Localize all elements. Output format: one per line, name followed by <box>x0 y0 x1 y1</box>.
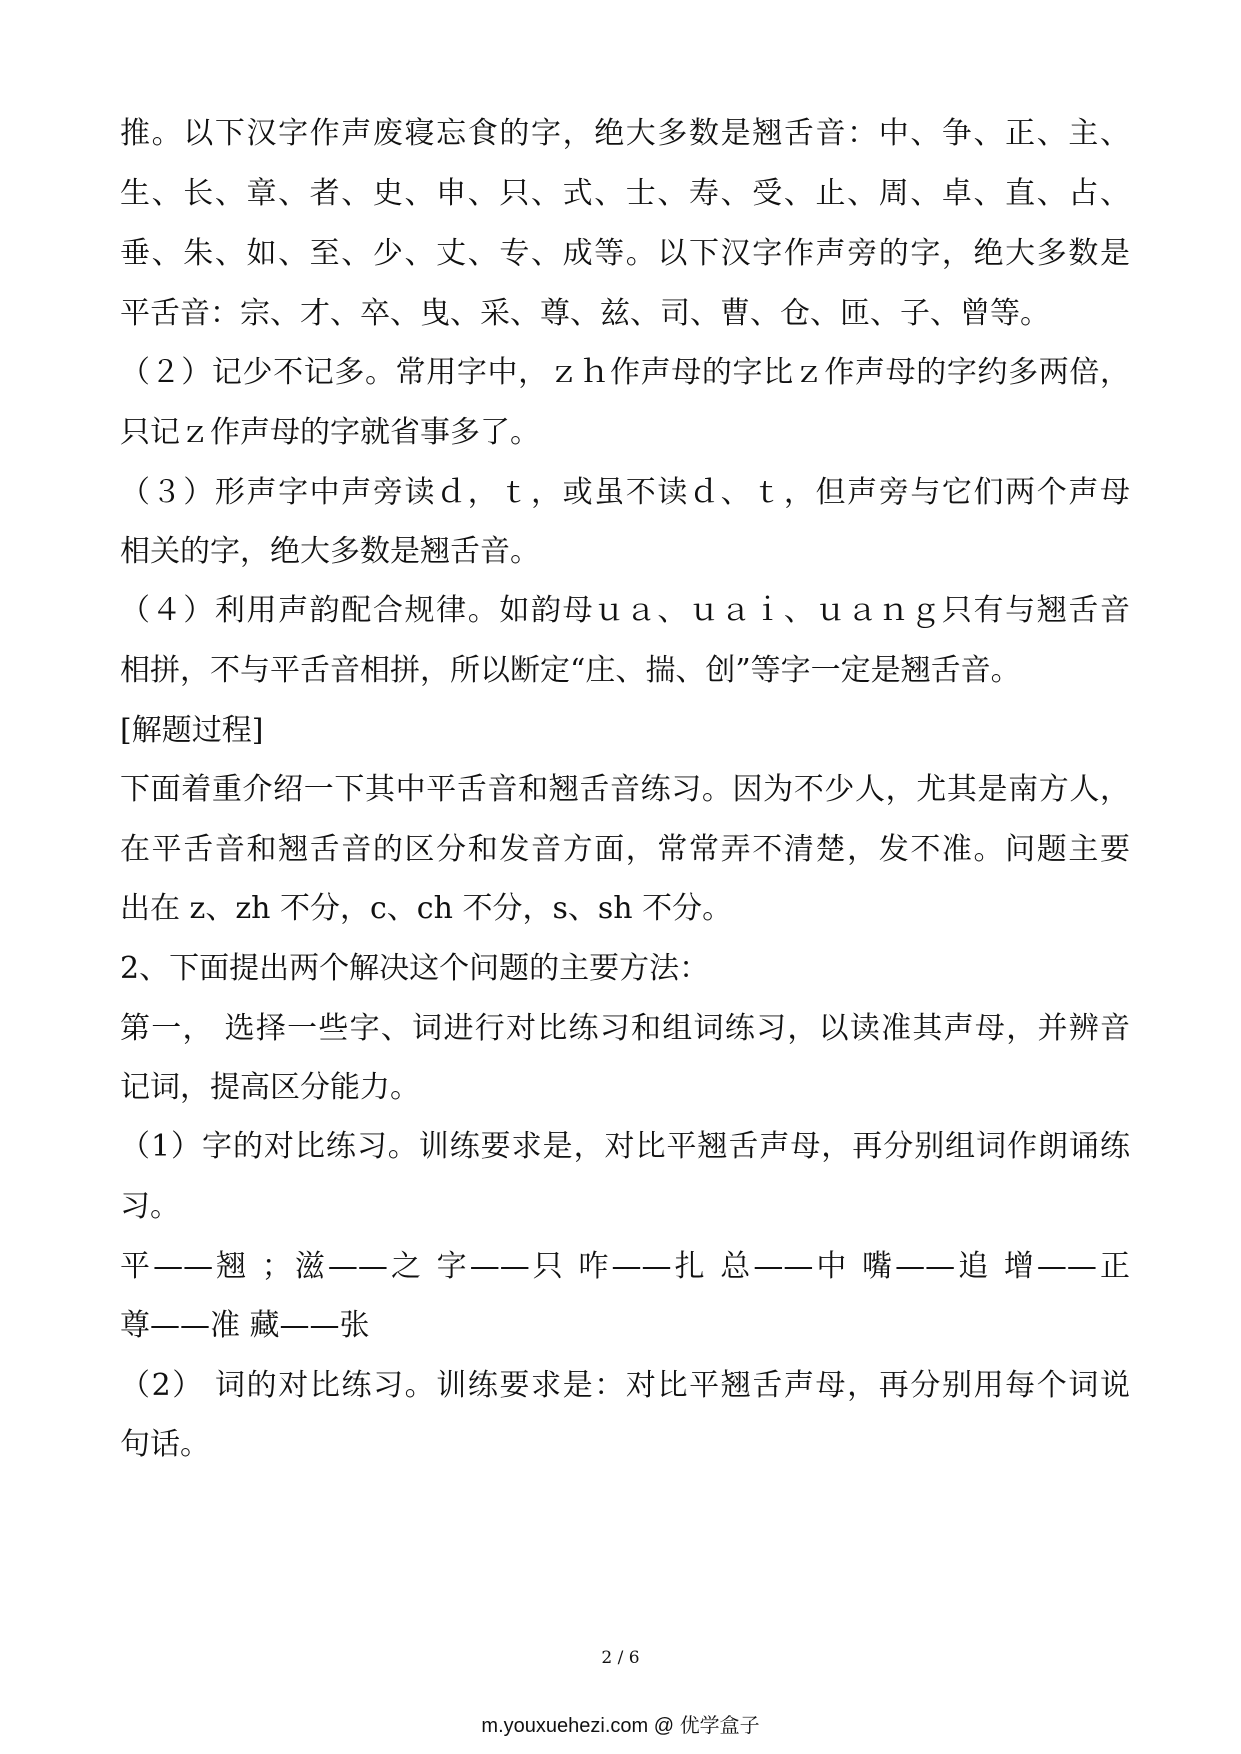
text-line: 相关的字，绝大多数是翘舌音。 <box>120 534 540 569</box>
text-line: 下面着重介绍一下其中平舌音和翘舌音练习。因为不少人，尤其是南方人， <box>120 772 1130 807</box>
text-line: 垂、朱、如、至、少、丈、专、成等。以下汉字作声旁的字，绝大多数是 <box>120 236 1130 271</box>
text-line: （1）字的对比练习。训练要求是，对比平翘舌声母，再分别组词作朗诵练 <box>120 1129 1130 1164</box>
text-line: （４）利用声韵配合规律。如韵母ｕａ、ｕａｉ、ｕａｎｇ只有与翘舌音 <box>120 593 1130 628</box>
page-number: 2 / 6 <box>601 1648 640 1668</box>
text-line: 尊——准 藏——张 <box>120 1308 370 1343</box>
section-heading: [解题过程] <box>120 713 264 748</box>
text-line: 出在 z、zh 不分，c、ch 不分，s、sh 不分。 <box>120 891 733 926</box>
text-line: （2） 词的对比练习。训练要求是：对比平翘舌声母，再分别用每个词说 <box>120 1368 1130 1403</box>
text-line: 句话。 <box>120 1427 210 1462</box>
text-line: 2、下面提出两个解决这个问题的主要方法： <box>120 951 710 986</box>
text-line: 第一， 选择一些字、词进行对比练习和组词练习，以读准其声母，并辨音 <box>120 1011 1130 1046</box>
text-line: 平舌音：宗、才、卒、曳、采、尊、兹、司、曹、仓、匝、子、曾等。 <box>120 296 1050 331</box>
text-line: 平——翘 ；滋——之 字——只 咋——扎 总——中 嘴——追 增——正 <box>120 1249 1130 1284</box>
text-line: （３）形声字中声旁读ｄ，ｔ，或虽不读ｄ、ｔ，但声旁与它们两个声母 <box>120 475 1130 510</box>
text-line: 推。以下汉字作声废寝忘食的字，绝大多数是翘舌音：中、争、正、主、 <box>120 116 1130 151</box>
footer-watermark: m.youxuehezi.com @ 优学盒子 <box>481 1715 760 1737</box>
text-line: 生、长、章、者、史、申、只、式、士、寿、受、止、周、卓、直、占、 <box>120 176 1130 211</box>
text-line: （２）记少不记多。常用字中，ｚｈ作声母的字比ｚ作声母的字约多两倍， <box>120 355 1130 390</box>
text-line: 相拼，不与平舌音相拼，所以断定“庄、揣、创”等字一定是翘舌音。 <box>120 653 1021 688</box>
text-line: 习。 <box>120 1189 180 1224</box>
text-line: 记词，提高区分能力。 <box>120 1070 420 1105</box>
text-line: 在平舌音和翘舌音的区分和发音方面，常常弄不清楚，发不准。问题主要 <box>120 832 1130 867</box>
text-line: 只记ｚ作声母的字就省事多了。 <box>120 415 540 450</box>
